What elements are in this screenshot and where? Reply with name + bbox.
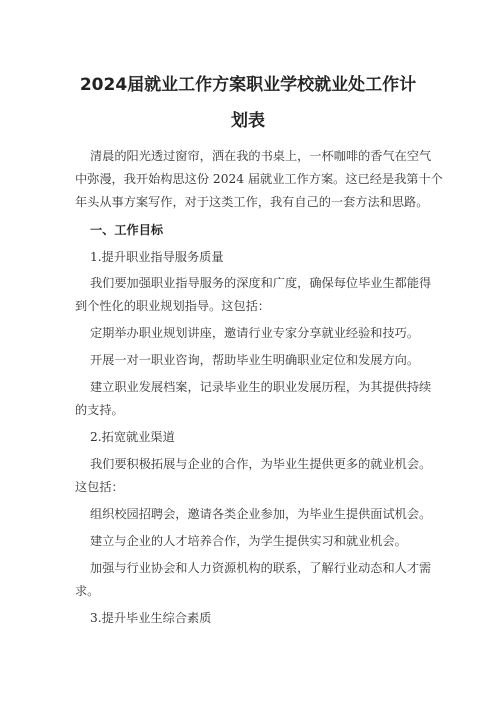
paragraph-line: 我们要积极拓展与企业的合作，为毕业生提供更多的就业机会。 bbox=[90, 457, 432, 471]
paragraph-line: 组织校园招聘会，邀请各类企业参加，为毕业生提供面试机会。 bbox=[90, 507, 432, 521]
paragraph-line: 求。 bbox=[75, 584, 100, 598]
paragraph-line: 年头从事方案写作，对于这类工作，我有自己的一套方法和思路。 bbox=[75, 195, 429, 209]
subsection-heading: 3.提升毕业生综合素质 bbox=[90, 611, 212, 625]
paragraph-line: 清晨的阳光透过窗帘，洒在我的书桌上，一杯咖啡的香气在空气 bbox=[90, 149, 432, 163]
paragraph-line: 加强与行业协会和人力资源机构的联系，了解行业动态和人才需 bbox=[90, 561, 432, 575]
document-title-line-1: 2024届就业工作方案职业学校就业处工作计 bbox=[79, 75, 417, 95]
document-title-line-2: 划表 bbox=[231, 111, 265, 131]
section-heading: 一、工作目标 bbox=[90, 223, 164, 237]
paragraph-line: 中弥漫，我开始构思这份 2024 届就业工作方案。这已经是我第十个 bbox=[75, 172, 443, 186]
paragraph-line: 到个性化的职业规划指导。这包括： bbox=[75, 299, 270, 313]
subsection-heading: 2.拓宽就业渠道 bbox=[90, 430, 175, 444]
paragraph-line: 建立与企业的人才培养合作，为学生提供实习和就业机会。 bbox=[90, 534, 407, 548]
paragraph-line: 开展一对一职业咨询，帮助毕业生明确职业定位和发展方向。 bbox=[90, 353, 420, 367]
paragraph-line: 定期举办职业规划讲座，邀请行业专家分享就业经验和技巧。 bbox=[90, 326, 420, 340]
subsection-heading: 1.提升职业指导服务质量 bbox=[90, 250, 224, 264]
paragraph-line: 我们要加强职业指导服务的深度和广度，确保每位毕业生都能得 bbox=[90, 276, 432, 290]
paragraph-line: 建立职业发展档案，记录毕业生的职业发展历程，为其提供持续 bbox=[90, 380, 432, 394]
paragraph-line: 这包括： bbox=[75, 480, 124, 494]
paragraph-line: 的支持。 bbox=[75, 403, 124, 417]
